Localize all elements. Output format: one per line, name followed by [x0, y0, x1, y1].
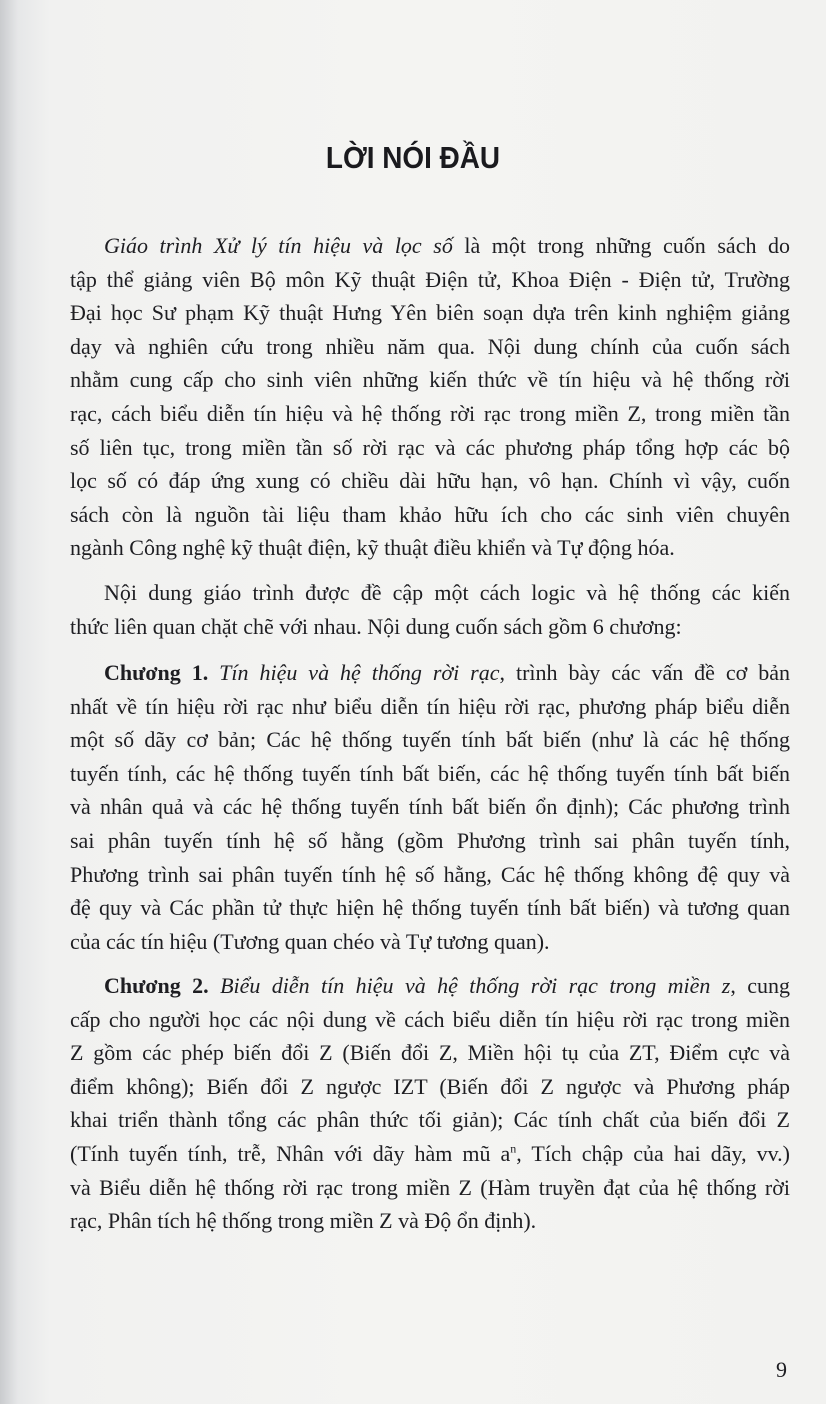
text-segment: rạc, Phân tích hệ thống trong miền Z và Độ ổn định). [70, 1208, 537, 1234]
text-segment: cấp cho người học các nội dung về cách biểu diễn tín hiệu rời rạc trong miền [70, 1006, 790, 1032]
text-line [70, 1103, 790, 1137]
text-segment: Nội dung giáo trình được đề cập một cách logic và hệ thống các kiến [104, 580, 790, 605]
text-line [70, 891, 790, 925]
text-line [70, 576, 790, 610]
paragraph-chapter-2 [70, 969, 790, 1238]
text-line [70, 969, 790, 1003]
text-segment: sách còn là nguồn tài liệu tham khảo hữu ích cho các sinh viên chuyên [70, 501, 790, 527]
text-line [70, 824, 790, 858]
text-line [70, 1036, 790, 1070]
text-line [70, 296, 790, 330]
paragraph-chapter-1 [70, 656, 790, 958]
text-line [70, 858, 790, 892]
text-segment: (Tính tuyến tính, trễ, Nhân với dãy hàm mũ a [70, 1140, 511, 1166]
paragraph-intro [70, 229, 790, 565]
text-line [70, 363, 790, 397]
text-line [70, 431, 790, 465]
chapter-label: Chương 1. [104, 660, 209, 685]
text-segment: ngành Công nghệ kỹ thuật điện, kỹ thuật điều khiển và Tự động hóa. [70, 535, 675, 561]
text-segment: khai triển thành tổng các phân thức tối giản); Các tính chất của biến đổi Z [70, 1107, 790, 1133]
paragraph-overview [70, 576, 790, 643]
italic-title: Biểu diễn tín hiệu và hệ thống rời rạc trong miền z [220, 973, 731, 998]
text-line [70, 531, 790, 565]
text-line [70, 1171, 790, 1205]
text-line [70, 263, 790, 297]
text-segment: nhất về tín hiệu rời rạc như biểu diễn tín hiệu rời rạc, phương pháp biểu diễn [70, 693, 790, 719]
text-line [70, 498, 790, 532]
text-segment [209, 973, 220, 998]
text-segment: của các tín hiệu (Tương quan chéo và Tự tương quan). [70, 928, 550, 954]
text-segment: một số dãy cơ bản; Các hệ thống tuyến tính bất biến (như là các hệ thống [70, 727, 790, 753]
italic-title: Giáo trình Xử lý tín hiệu và lọc số [104, 233, 453, 258]
text-segment: Z gồm các phép biến đổi Z (Biến đổi Z, Miền hội tụ của ZT, Điểm cực và [70, 1040, 790, 1066]
chapter-label: Chương 2. [104, 973, 209, 998]
text-segment [208, 660, 219, 685]
text-line [70, 1070, 790, 1104]
text-segment: sai phân tuyến tính hệ số hằng (gồm Phương trình sai phân tuyến tính, [70, 827, 790, 853]
text-line [70, 790, 790, 824]
text-line [70, 330, 790, 364]
text-line [70, 229, 790, 263]
page-number: 9 [776, 1357, 787, 1382]
text-segment: dạy và nghiên cứu trong nhiều năm qua. Nội dung chính của cuốn sách [70, 333, 790, 359]
text-segment: tuyến tính, các hệ thống tuyến tính bất biến, các hệ thống tuyến tính bất biến [70, 760, 790, 786]
text-segment: rạc, cách biểu diễn tín hiệu và hệ thống rời rạc trong miền Z, trong miền tần [70, 400, 790, 426]
page-title: LỜI NÓI ĐẦU [325, 140, 501, 175]
text-line [70, 723, 790, 757]
text-line [70, 397, 790, 431]
text-segment: tập thể giảng viên Bộ môn Kỹ thuật Điện tử, Khoa Điện - Điện tử, Trường [70, 266, 790, 292]
text-line [70, 1204, 790, 1238]
text-segment: đệ quy và Các phần tử thực hiện hệ thống tuyến tính bất biến) và tương quan [70, 895, 790, 921]
text-segment: là một trong những cuốn sách do [452, 233, 791, 258]
text-segment: , cung [730, 973, 791, 998]
text-segment: , Tích chập của hai dãy, vv.) [516, 1140, 790, 1166]
text-segment: Đại học Sư phạm Kỹ thuật Hưng Yên biên soạn dựa trên kinh nghiệm giảng [70, 300, 790, 326]
text-segment: số liên tục, trong miền tần số rời rạc và các phương pháp tổng hợp các bộ [70, 434, 790, 460]
text-line [70, 1003, 790, 1037]
text-segment: thức liên quan chặt chẽ với nhau. Nội dung cuốn sách gồm 6 chương: [70, 613, 682, 639]
text-line [70, 656, 790, 690]
text-line [70, 1137, 790, 1171]
italic-title: Tín hiệu và hệ thống rời rạc [219, 660, 500, 685]
text-segment: và nhân quả và các hệ thống tuyến tính bất biến ổn định); Các phương trình [70, 794, 790, 820]
text-line [70, 757, 790, 791]
text-segment: Phương trình sai phân tuyến tính hệ số hằng, Các hệ thống không đệ quy và [70, 861, 790, 887]
text-line [70, 925, 790, 959]
text-segment: n [510, 1141, 517, 1156]
text-segment: điểm không); Biến đổi Z ngược IZT (Biến đổi Z ngược và Phương pháp [70, 1073, 790, 1099]
text-segment: , trình bày các vấn đề cơ bản [499, 660, 791, 685]
text-line [70, 690, 790, 724]
text-line [70, 464, 790, 498]
text-segment: và Biểu diễn hệ thống rời rạc trong miền Z (Hàm truyền đạt của hệ thống rời [70, 1174, 790, 1200]
text-segment: lọc số có đáp ứng xung có chiều dài hữu hạn, vô hạn. Chính vì vậy, cuốn [70, 468, 790, 494]
text-line [70, 610, 790, 644]
text-segment: nhằm cung cấp cho sinh viên những kiến thức về tín hiệu và hệ thống rời [70, 367, 790, 393]
